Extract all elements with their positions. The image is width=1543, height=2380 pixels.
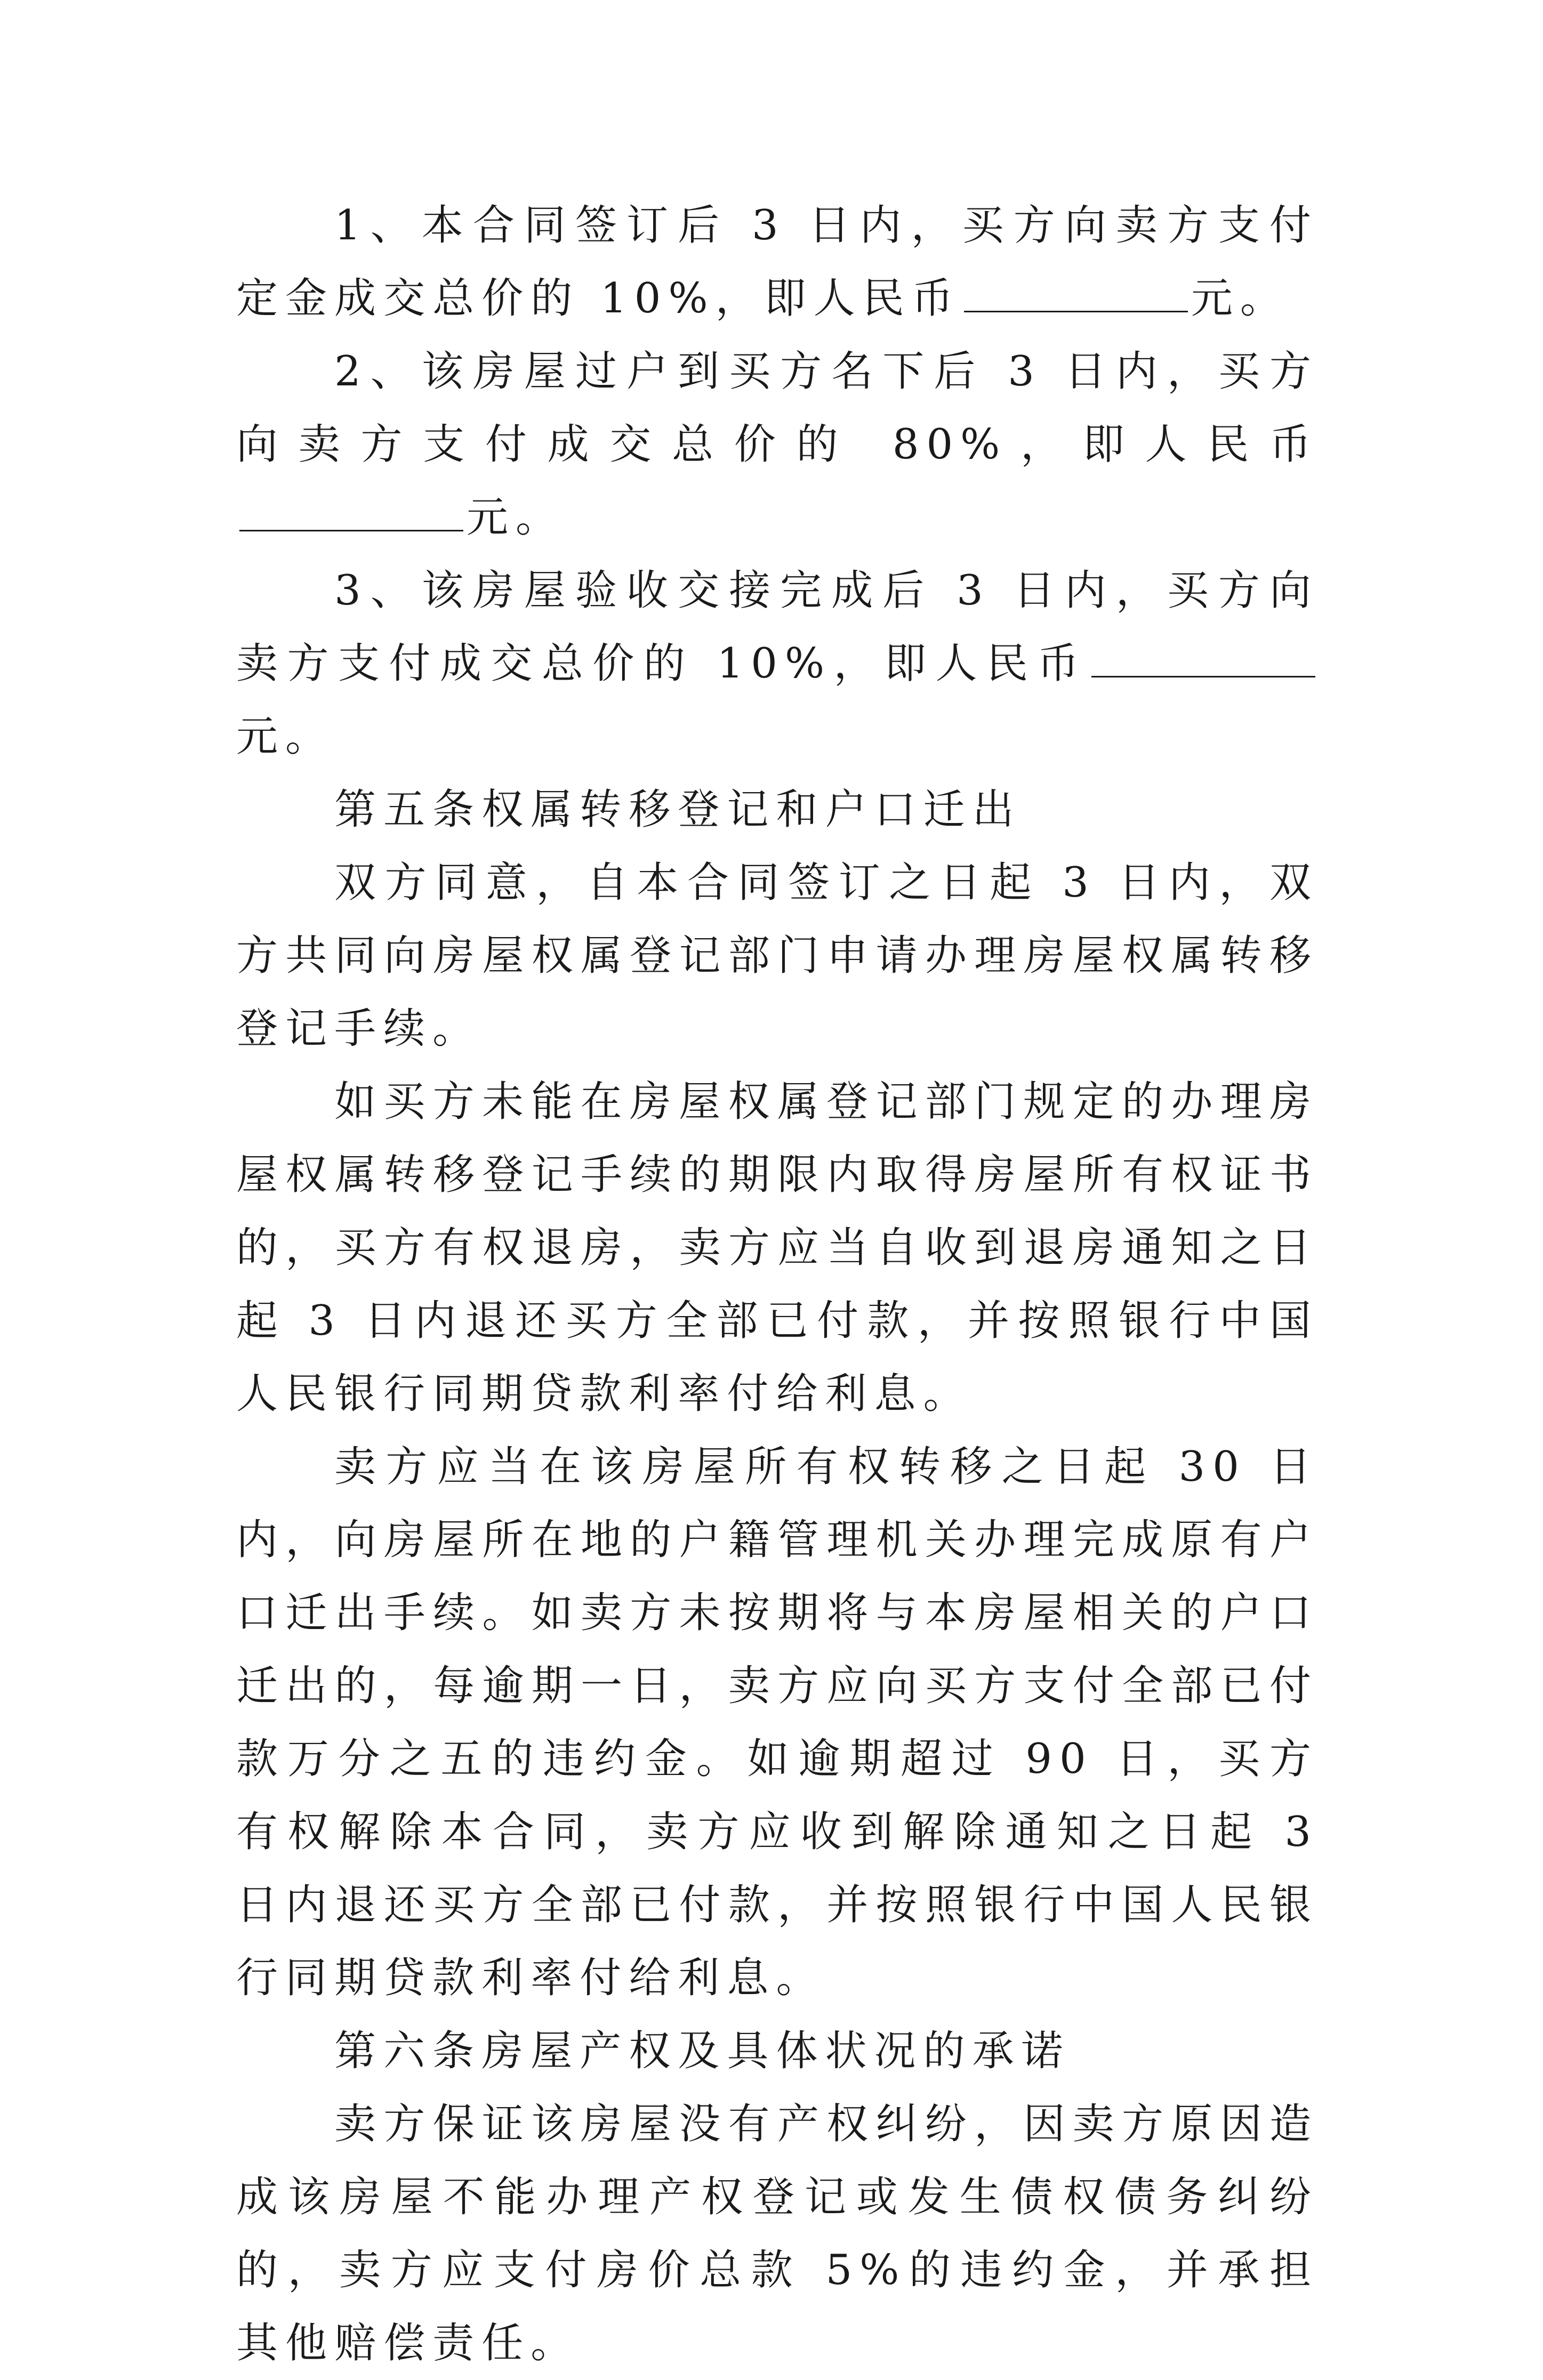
- amount-blank-line: [239, 493, 463, 531]
- clause-text: 元。: [236, 713, 335, 761]
- payment-clause-1: [236, 189, 1319, 335]
- article-6-paragraph-1: 卖方保证该房屋没有产权纠纷，因卖方原因造成该房屋不能办理产权登记或发生债权债务纠纷的，卖方应支付房价总款 5%的违约金，并承担其他赔偿责任。: [236, 2100, 1319, 2367]
- clause-text: 元。: [467, 494, 565, 542]
- amount-blank-line: [964, 273, 1188, 312]
- article-5-paragraph-1: 双方同意，自本合同签订之日起 3 日内，双方共同向房屋权属登记部门申请办理房屋权属转移登记手续。: [236, 859, 1319, 1053]
- clause-text: 3、该房屋验收交接完成后 3 日内，买方向卖方支付成交总价的 10%，即人民币: [236, 567, 1319, 688]
- document-body: [236, 189, 1319, 2380]
- clause-text: 1、本合同签订后 3 日内，买方向卖方支付定金成交总价的 10%，即人民币: [236, 201, 1319, 322]
- article-5-paragraph-3: 卖方应当在该房屋所有权转移之日起 30 日内，向房屋所在地的户籍管理机关办理完成原有户口迁出手续。如卖方未按期将与本房屋相关的户口迁出的，每逾期一日，卖方应向买方支付全部已付款万分之五的违约金。如逾期超过 90 日，买方有权解除本合同，卖方应收到解除通知之日起 3 日内退还买方全部已付款，并按照银行中国人民银行同期贷款利率付给利息。: [236, 1443, 1319, 2002]
- payment-clause-2: [236, 335, 1319, 554]
- amount-blank-line: [1091, 639, 1315, 677]
- clause-text: 2、该房屋过户到买方名下后 3 日内，买方向卖方支付成交总价的 80%，即人民币: [236, 348, 1319, 469]
- article-5-paragraph-2: 如买方未能在房屋权属登记部门规定的办理房屋权属转移登记手续的期限内取得房屋所有权证书的，买方有权退房，卖方应当自收到退房通知之日起 3 日内退还买方全部已付款，并按照银行中国人民银行同期贷款利率付给利息。: [236, 1078, 1319, 1418]
- clause-text: 元。: [1191, 275, 1289, 322]
- article-6-heading: 第六条房屋产权及具体状况的承诺: [334, 2027, 1071, 2075]
- payment-clause-3: [236, 554, 1319, 773]
- article-5-heading: 第五条权属转移登记和户口迁出: [334, 786, 1022, 834]
